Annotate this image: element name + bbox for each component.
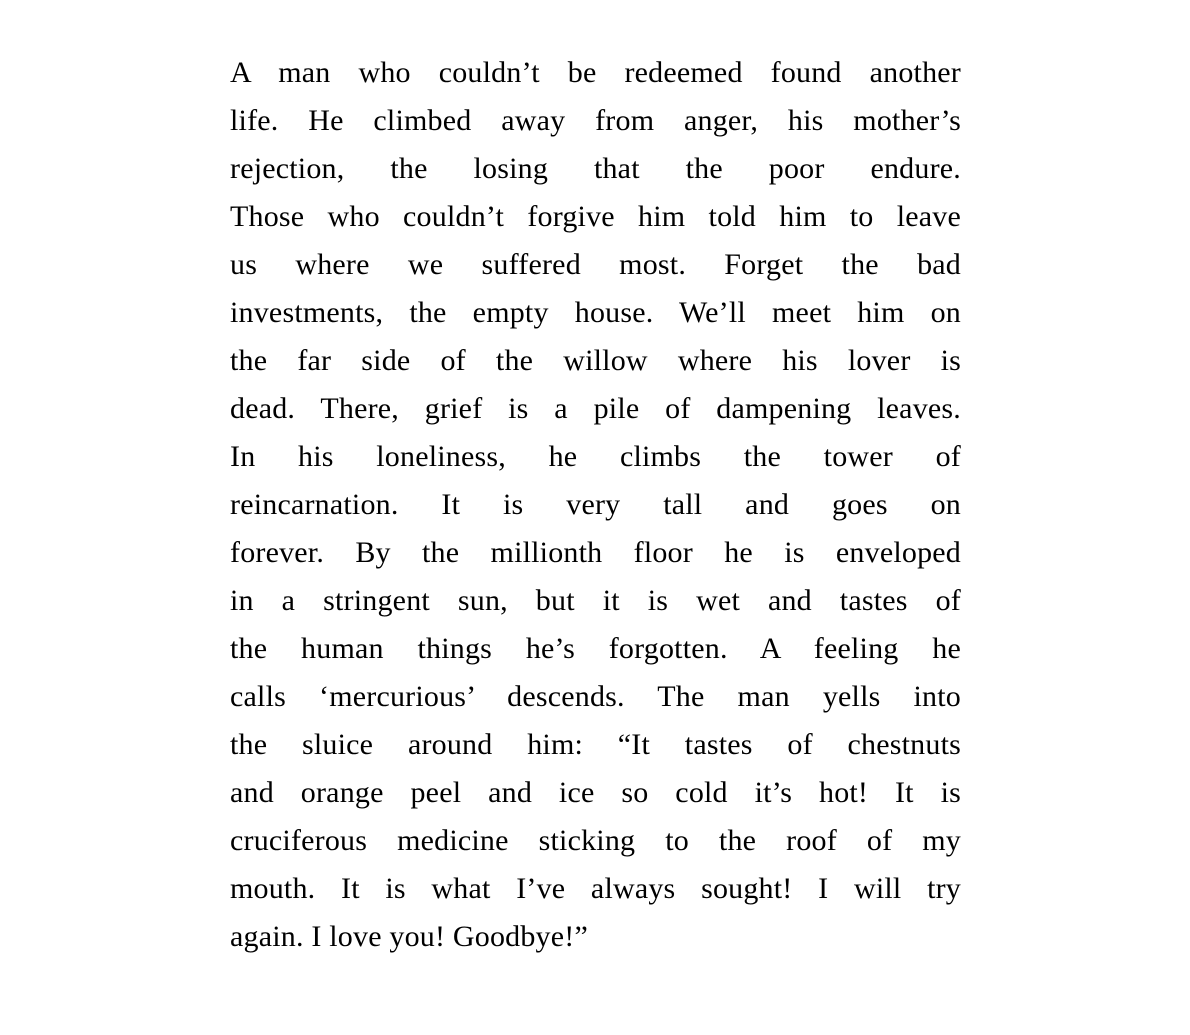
text-line: life. He climbed away from anger, his mother’s — [230, 104, 961, 137]
prose-paragraph — [230, 49, 961, 961]
text-line: mouth. It is what I’ve always sought! I will try — [230, 872, 961, 905]
text-line: calls ‘mercurious’ descends. The man yells into — [230, 680, 961, 713]
text-line: forever. By the millionth floor he is enveloped — [230, 536, 961, 569]
text-line: A man who couldn’t be redeemed found another — [230, 56, 961, 89]
text-line: Those who couldn’t forgive him told him to leave — [230, 200, 961, 233]
text-line: rejection, the losing that the poor endure. — [230, 152, 961, 185]
text-line: the far side of the willow where his lover is — [230, 344, 961, 377]
text-line: again. I love you! Goodbye!” — [230, 920, 588, 953]
text-line: in a stringent sun, but it is wet and tastes of — [230, 584, 961, 617]
text-line: the human things he’s forgotten. A feeling he — [230, 632, 961, 665]
text-line: us where we suffered most. Forget the bad — [230, 248, 961, 281]
paragraph-lines — [230, 49, 961, 961]
text-line: In his loneliness, he climbs the tower of — [230, 440, 961, 473]
text-line: investments, the empty house. We’ll meet him on — [230, 296, 961, 329]
text-line: reincarnation. It is very tall and goes on — [230, 488, 961, 521]
text-line: cruciferous medicine sticking to the roof of my — [230, 824, 961, 857]
text-line: dead. There, grief is a pile of dampening leaves. — [230, 392, 961, 425]
text-line: and orange peel and ice so cold it’s hot! It is — [230, 776, 961, 809]
text-line: the sluice around him: “It tastes of chestnuts — [230, 728, 961, 761]
